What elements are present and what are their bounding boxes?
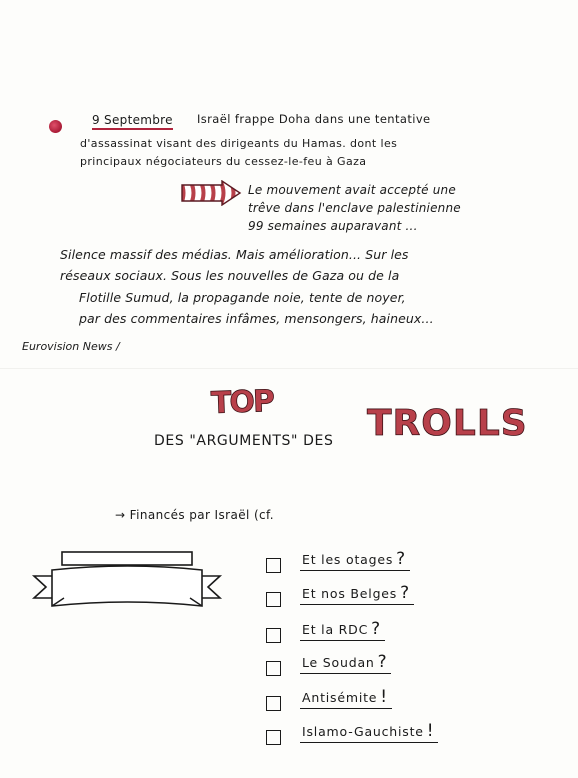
title-middle: DES "ARGUMENTS" DES xyxy=(154,433,334,449)
list-item-label: Le Soudan ? xyxy=(300,652,391,674)
red-dot-icon xyxy=(49,120,62,133)
checkbox[interactable] xyxy=(266,558,281,573)
page-divider xyxy=(0,368,578,369)
source-credit: Eurovision News / xyxy=(22,340,120,353)
checkbox[interactable] xyxy=(266,628,281,643)
checkbox[interactable] xyxy=(266,661,281,676)
ribbon-banner-icon xyxy=(24,548,230,618)
list-item xyxy=(266,615,466,647)
list-item-label: Et nos Belges ? xyxy=(300,583,414,605)
quote-line-3: 99 semaines auparavant ... xyxy=(248,219,418,233)
striped-arrow-icon xyxy=(180,180,242,206)
list-item xyxy=(266,683,466,715)
title-trolls: TROLLS xyxy=(367,403,528,444)
checkbox[interactable] xyxy=(266,696,281,711)
quote-line-2: trêve dans l'enclave palestinienne xyxy=(248,201,461,215)
paragraph-line-4: par des commentaires infâmes, mensongers, haineux... xyxy=(79,311,434,326)
checkbox[interactable] xyxy=(266,730,281,745)
paragraph-line-3: Flotille Sumud, la propagande noie, tente de noyer, xyxy=(79,290,406,305)
paragraph-line-2: réseaux sociaux. Sous les nouvelles de Gaza ou de la xyxy=(60,268,400,283)
list-item xyxy=(266,579,466,611)
article-date: 9 Septembre xyxy=(92,113,173,130)
article-line-1: Israël frappe Doha dans une tentative xyxy=(197,112,431,126)
list-item-label: Antisémite ! xyxy=(300,687,392,709)
list-item xyxy=(266,717,466,749)
list-item xyxy=(266,648,466,680)
title-top: TOP xyxy=(210,383,274,422)
list-item-label: Et la RDC ? xyxy=(300,619,385,641)
list-item-label: Islamo-Gauchiste ! xyxy=(300,721,438,743)
quote-line-1: Le mouvement avait accepté une xyxy=(248,183,456,197)
article-line-3: principaux négociateurs du cessez-le-feu à Gaza xyxy=(80,155,367,168)
funding-note: → Financés par Israël (cf. xyxy=(115,508,275,522)
paragraph-line-1: Silence massif des médias. Mais amélioration... Sur les xyxy=(60,247,409,262)
list-item-label: Et les otages ? xyxy=(300,549,410,571)
checkbox[interactable] xyxy=(266,592,281,607)
article-line-2: d'assassinat visant des dirigeants du Hamas. dont les xyxy=(80,137,398,150)
list-item xyxy=(266,545,466,577)
